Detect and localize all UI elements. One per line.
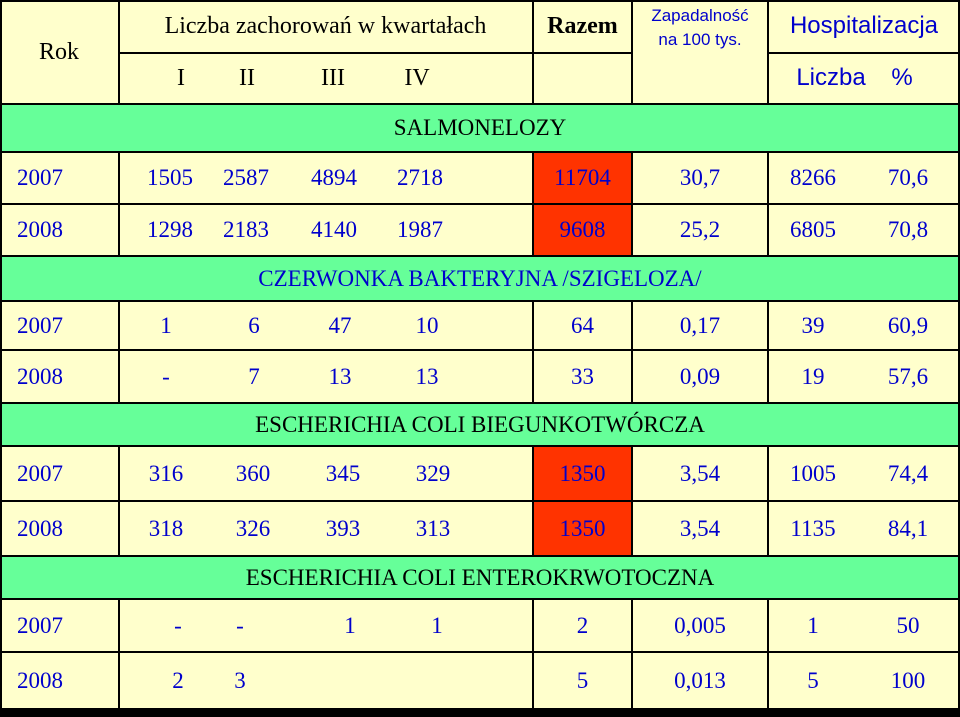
row-hosp-liczba: 1 — [807, 612, 819, 638]
row-q1: 2 — [172, 667, 184, 693]
row-q3: 4894 — [311, 165, 357, 190]
row-q1: 318 — [148, 515, 184, 541]
row-hosp-liczba: 6805 — [790, 217, 836, 242]
row-q2: 6 — [248, 312, 260, 338]
row-q3: 1 — [344, 612, 356, 638]
row-q3: 393 — [325, 515, 361, 541]
header-q2: II — [239, 64, 255, 91]
section-title-ecoli-biegunkotworcza: ESCHERICHIA COLI BIEGUNKOTWÓRCZA — [255, 411, 705, 437]
row-razem: 5 — [576, 667, 589, 693]
row-razem: 1350 — [559, 460, 606, 486]
row-zapadalnosc: 3,54 — [679, 515, 721, 541]
row-q2: 360 — [235, 460, 271, 486]
row-q4: 1987 — [397, 217, 443, 242]
row-q3 — [310, 652, 390, 709]
row-hosp-procent: 74,4 — [887, 460, 929, 486]
row-hosp-procent: 50 — [896, 612, 920, 638]
row-hosp-liczba: 19 — [801, 363, 825, 389]
row-zapadalnosc: 0,09 — [679, 363, 721, 389]
row-q2: 2183 — [223, 217, 269, 242]
row-hosp-procent: 100 — [890, 667, 926, 693]
header-liczba-zachorowan: Liczba zachorowań w kwartałach — [164, 12, 487, 39]
row-zapadalnosc: 25,2 — [679, 217, 721, 242]
row-zapadalnosc: 0,013 — [674, 667, 726, 693]
row-q1: - — [174, 612, 182, 638]
row-q2: 326 — [235, 515, 271, 541]
header-rok: Rok — [38, 38, 79, 65]
header-zapadalnosc-line2: na 100 tys. — [658, 30, 742, 49]
row-q2: 7 — [248, 363, 260, 389]
row-q1: - — [162, 363, 170, 389]
section-title-ecoli-enterokrwotoczna: ESCHERICHIA COLI ENTEROKRWOTOCZNA — [245, 564, 715, 590]
row-q1: 1298 — [147, 217, 193, 242]
header-razem: Razem — [547, 12, 618, 39]
row-hosp-liczba: 1135 — [790, 515, 836, 541]
header-hosp-liczba: Liczba — [796, 64, 866, 91]
row-q4: 1 — [431, 612, 443, 638]
row-q4: 329 — [415, 460, 451, 486]
header-zapadalnosc-line1: Zapadalność — [651, 6, 749, 25]
row-q2: 3 — [234, 667, 246, 693]
row-year: 2007 — [17, 612, 63, 638]
row-q4: 2718 — [397, 165, 443, 190]
row-hosp-liczba: 39 — [801, 312, 825, 338]
row-hosp-liczba: 5 — [807, 667, 819, 693]
row-razem: 11704 — [554, 165, 611, 190]
row-razem: 2 — [576, 612, 589, 638]
row-razem: 1350 — [559, 515, 606, 541]
row-hosp-liczba: 8266 — [790, 165, 836, 190]
row-q3: 345 — [325, 460, 361, 486]
row-year: 2008 — [17, 217, 63, 242]
row-q1: 1505 — [147, 165, 193, 190]
section-title-czerwonka: CZERWONKA BAKTERYJNA /SZIGELOZA/ — [258, 265, 702, 291]
row-q3: 47 — [328, 312, 352, 338]
row-year: 2008 — [17, 363, 63, 389]
row-q1: 316 — [148, 460, 184, 486]
row-hosp-procent: 84,1 — [887, 515, 929, 541]
row-zapadalnosc: 0,005 — [674, 612, 726, 638]
row-hosp-procent: 57,6 — [887, 363, 929, 389]
row-year: 2007 — [17, 165, 63, 190]
row-year: 2008 — [17, 515, 63, 541]
header-hospitalizacja: Hospitalizacja — [789, 12, 939, 39]
section-title-salmonelozy: SALMONELOZY — [393, 115, 567, 140]
header-q4: IV — [404, 64, 430, 91]
row-q4: 13 — [415, 363, 439, 389]
row-hosp-procent: 70,8 — [887, 217, 929, 242]
row-q3: 4140 — [311, 217, 357, 242]
row-q2: - — [236, 612, 244, 638]
row-razem: 33 — [571, 363, 594, 389]
row-zapadalnosc: 0,17 — [679, 312, 721, 338]
row-razem: 9608 — [559, 217, 606, 242]
row-hosp-liczba: 1005 — [790, 460, 836, 486]
row-hosp-procent: 60,9 — [887, 312, 929, 338]
row-q2: 2587 — [223, 165, 269, 190]
row-hosp-procent: 70,6 — [887, 165, 929, 190]
row-year: 2008 — [17, 667, 63, 693]
row-zapadalnosc: 3,54 — [679, 460, 721, 486]
row-q1: 1 — [160, 312, 172, 338]
row-year: 2007 — [17, 312, 63, 338]
row-zapadalnosc: 30,7 — [679, 165, 721, 190]
row-q3: 13 — [328, 363, 352, 389]
row-q4 — [397, 652, 477, 709]
row-razem: 64 — [571, 312, 594, 338]
header-q3: III — [321, 64, 345, 91]
row-year: 2007 — [17, 460, 63, 486]
row-q4: 313 — [415, 515, 451, 541]
header-q1: I — [177, 64, 185, 91]
row-q4: 10 — [415, 312, 439, 338]
header-hosp-procent: % — [891, 64, 913, 91]
